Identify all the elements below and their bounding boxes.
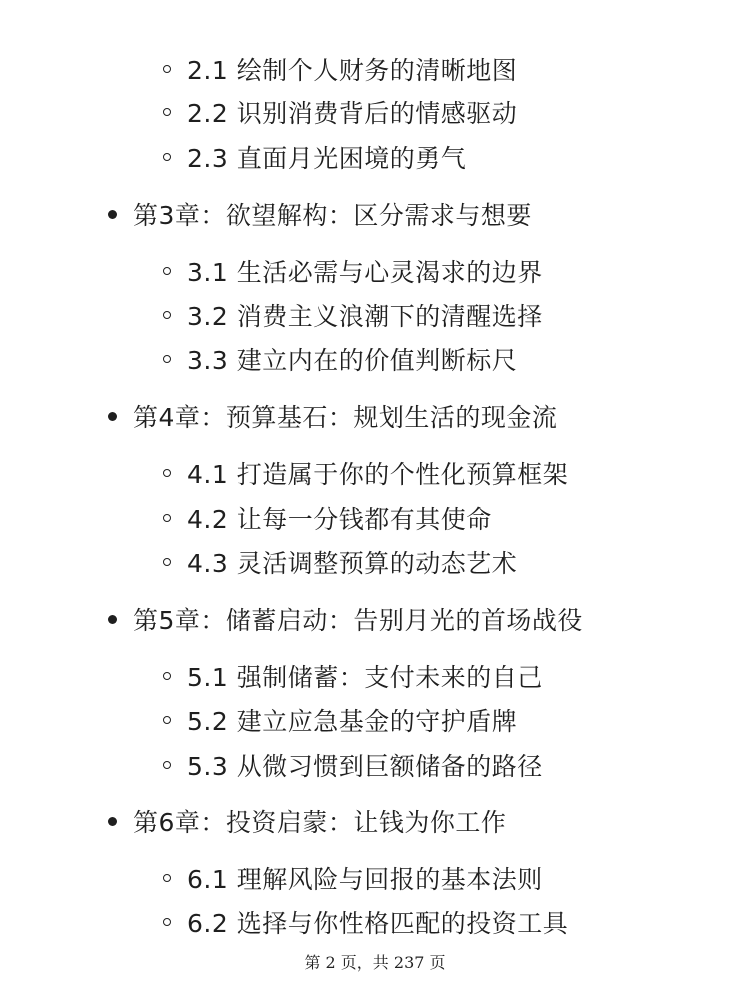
hollow-bullet-icon: [163, 267, 171, 275]
toc-chapter-item: [108, 401, 557, 435]
hollow-bullet-icon: [163, 65, 171, 73]
toc-section-item: [163, 907, 568, 941]
toc-item-text: 第5章：储蓄启动：告别月光的首场战役: [133, 606, 583, 635]
hollow-bullet-icon: [163, 761, 171, 769]
hollow-bullet-icon: [163, 558, 171, 566]
toc-section-item: [163, 458, 568, 492]
hollow-bullet-icon: [163, 108, 171, 116]
toc-item-text: 5.3 从微习惯到巨额储备的路径: [187, 752, 543, 781]
toc-section-item: [163, 863, 543, 897]
toc-section-item: [163, 503, 492, 537]
toc-section-item: [163, 661, 543, 695]
filled-bullet-icon: [108, 817, 117, 826]
filled-bullet-icon: [108, 210, 117, 219]
hollow-bullet-icon: [163, 469, 171, 477]
toc-section-item: [163, 256, 543, 290]
toc-item-text: 2.1 绘制个人财务的清晰地图: [187, 56, 518, 85]
toc-item-text: 3.3 建立内在的价值判断标尺: [187, 346, 518, 375]
toc-item-text: 2.3 直面月光困境的勇气: [187, 144, 467, 173]
toc-section-item: [163, 344, 517, 378]
hollow-bullet-icon: [163, 672, 171, 680]
toc-item-text: 4.3 灵活调整预算的动态艺术: [187, 549, 518, 578]
filled-bullet-icon: [108, 412, 117, 421]
toc-item-text: 第4章：预算基石：规划生活的现金流: [133, 403, 558, 432]
toc-item-text: 3.1 生活必需与心灵渴求的边界: [187, 258, 543, 287]
toc-section-item: [163, 547, 517, 581]
hollow-bullet-icon: [163, 716, 171, 724]
toc-section-item: [163, 142, 466, 176]
toc-item-text: 5.2 建立应急基金的守护盾牌: [187, 707, 518, 736]
hollow-bullet-icon: [163, 153, 171, 161]
hollow-bullet-icon: [163, 311, 171, 319]
toc-section-item: [163, 750, 543, 784]
filled-bullet-icon: [108, 615, 117, 624]
toc-item-text: 4.1 打造属于你的个性化预算框架: [187, 460, 569, 489]
toc-item-text: 4.2 让每一分钱都有其使命: [187, 505, 492, 534]
toc-section-item: [163, 300, 543, 334]
page-number-footer: 第 2 页，共 237 页: [304, 953, 446, 972]
toc-item-text: 5.1 强制储蓄：支付未来的自己: [187, 663, 543, 692]
toc-item-text: 2.2 识别消费背后的情感驱动: [187, 99, 518, 128]
toc-item-text: 3.2 消费主义浪潮下的清醒选择: [187, 302, 543, 331]
toc-chapter-item: [108, 806, 506, 840]
hollow-bullet-icon: [163, 355, 171, 363]
toc-chapter-item: [108, 199, 532, 233]
toc-section-item: [163, 97, 517, 131]
toc-chapter-item: [108, 604, 583, 638]
toc-section-item: [163, 705, 517, 739]
toc-section-item: [163, 54, 517, 88]
hollow-bullet-icon: [163, 918, 171, 926]
hollow-bullet-icon: [163, 514, 171, 522]
hollow-bullet-icon: [163, 874, 171, 882]
toc-item-text: 第6章：投资启蒙：让钱为你工作: [133, 808, 507, 837]
toc-item-text: 6.2 选择与你性格匹配的投资工具: [187, 909, 569, 938]
toc-item-text: 第3章：欲望解构：区分需求与想要: [133, 201, 532, 230]
toc-item-text: 6.1 理解风险与回报的基本法则: [187, 865, 543, 894]
